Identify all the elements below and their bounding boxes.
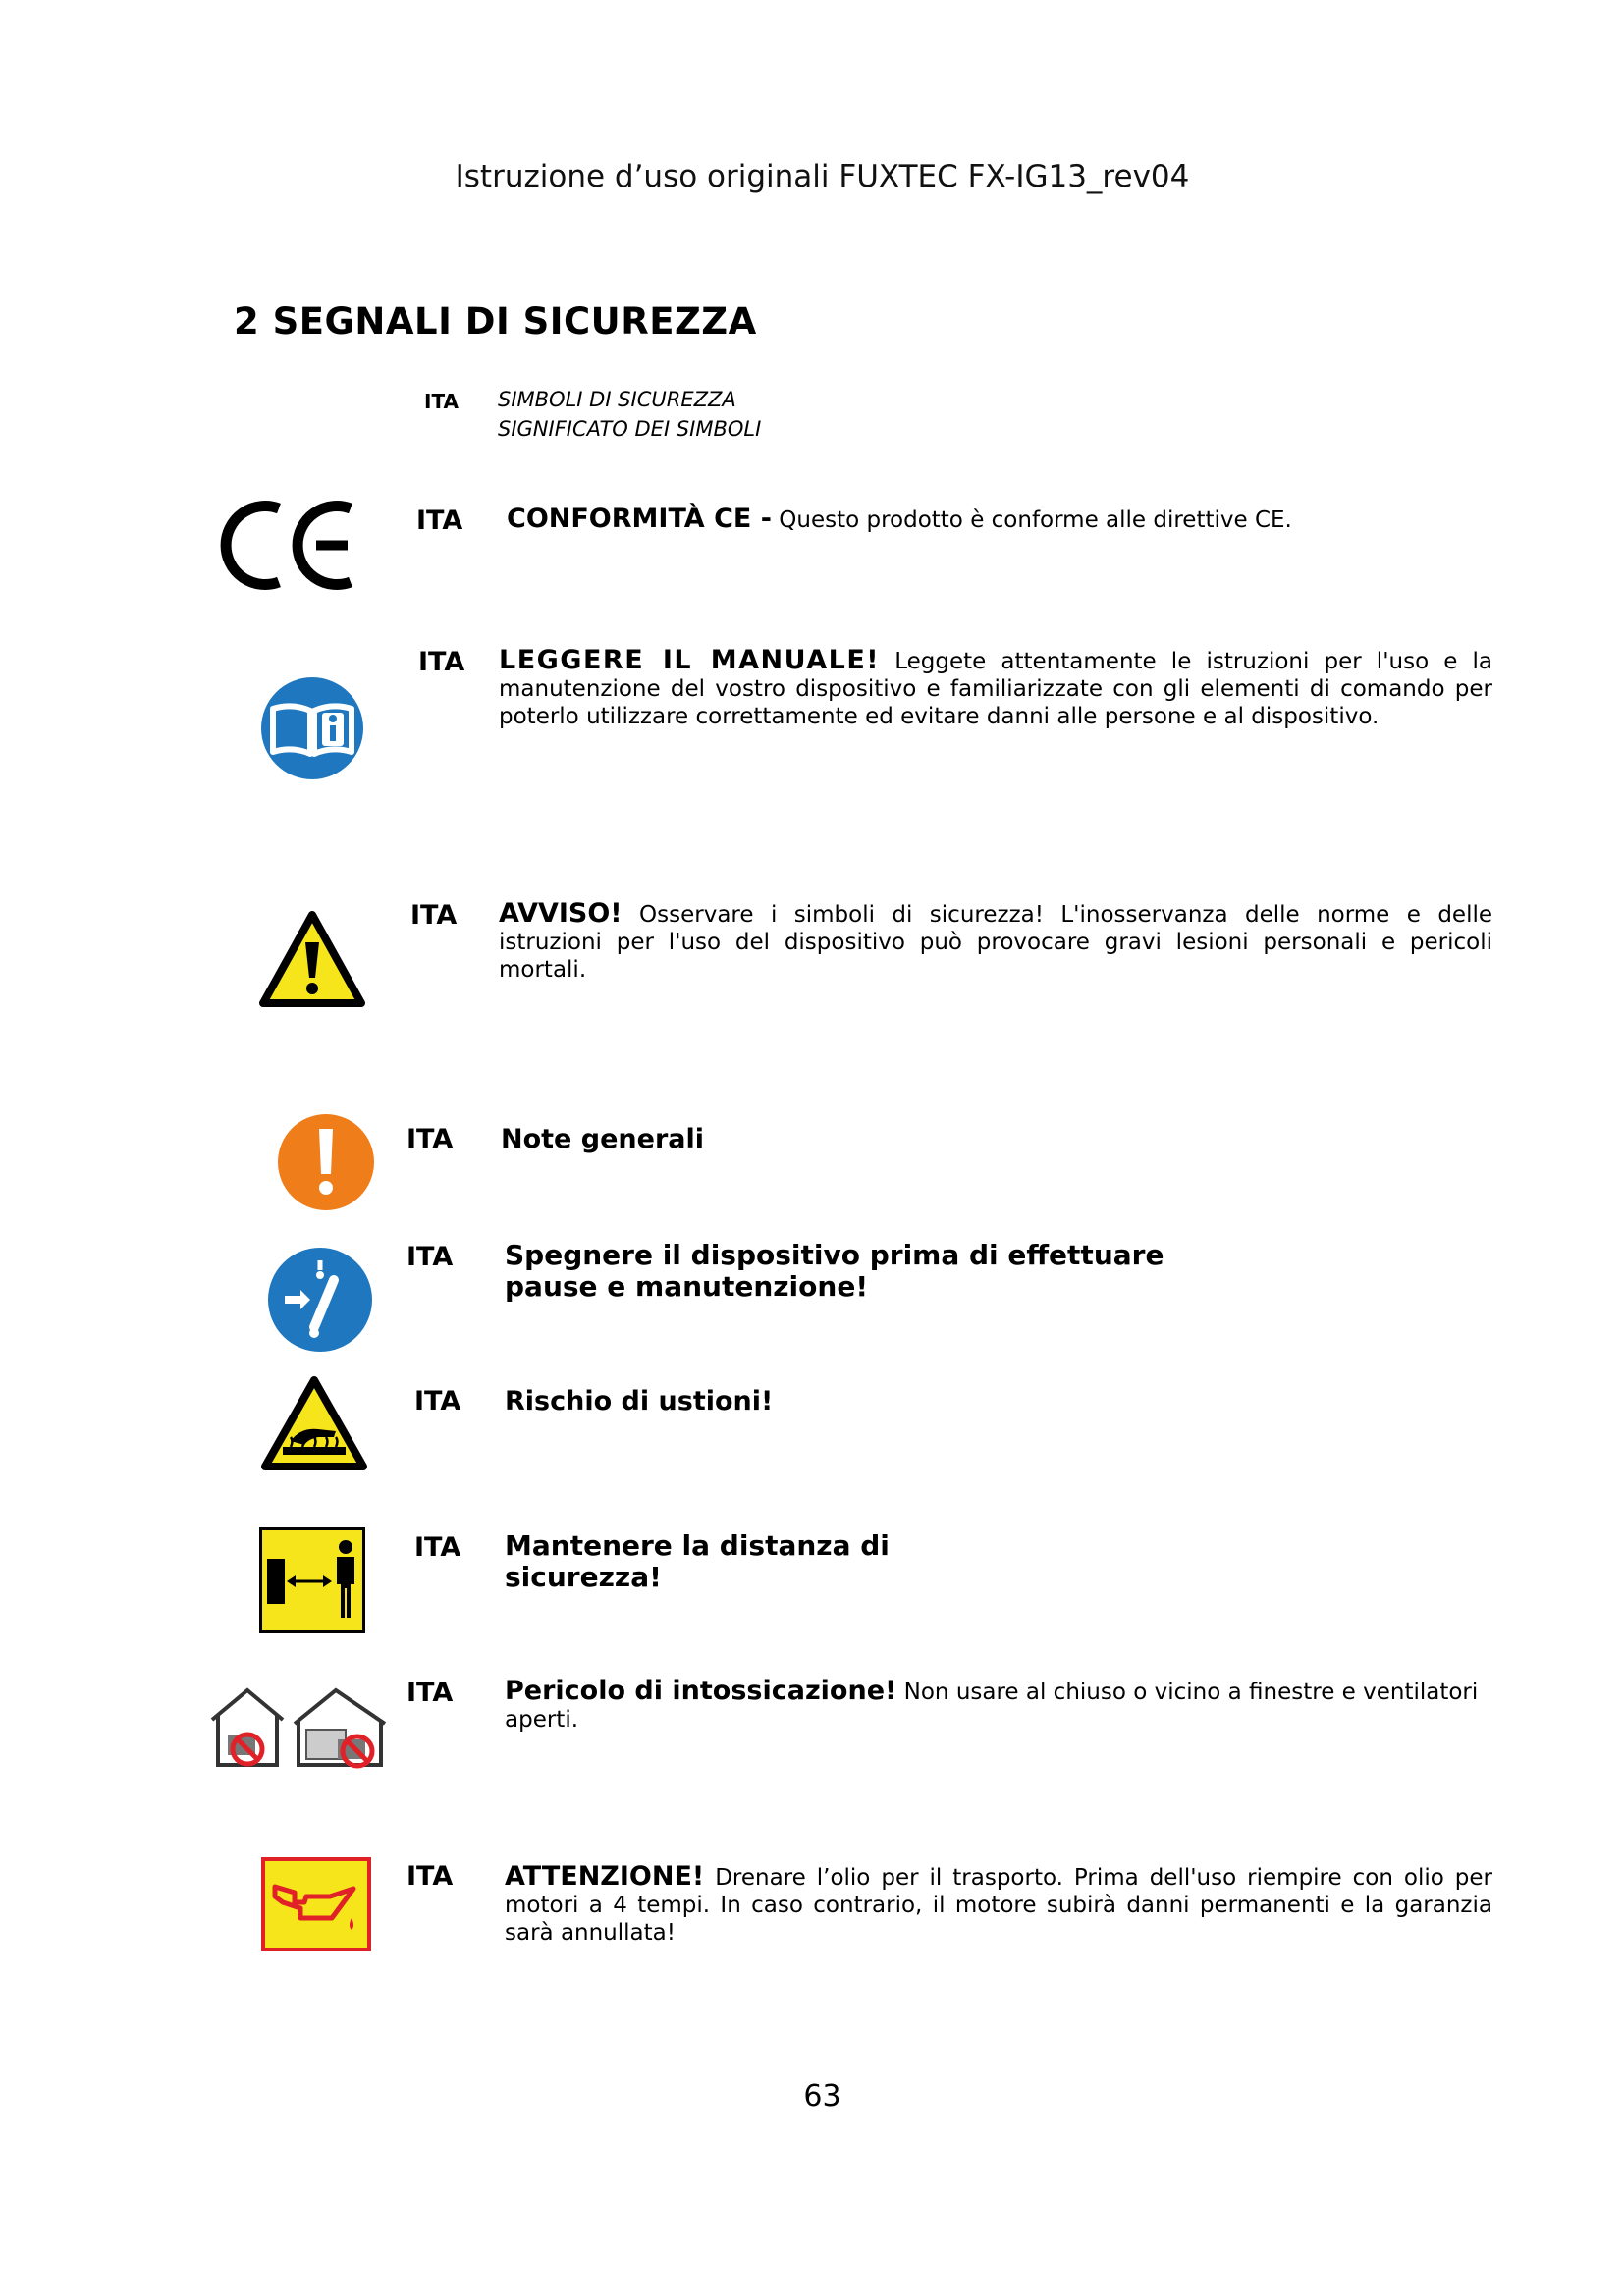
item-ce-text xyxy=(507,506,1292,534)
document-header: Istruzione d’uso originali FUXTEC FX-IG13_rev04 xyxy=(455,159,1190,194)
item-lang: ITA xyxy=(406,1242,454,1272)
section-title: 2 SEGNALI DI SICUREZZA xyxy=(234,300,757,343)
item-title: AVVISO! xyxy=(499,898,623,929)
item-title-line-1: Mantenere la distanza di xyxy=(505,1529,890,1562)
item-lang: ITA xyxy=(418,647,465,677)
item-title: Rischio di ustioni! xyxy=(505,1386,774,1416)
warning-triangle-icon xyxy=(259,911,365,1007)
read-manual-icon xyxy=(259,675,365,781)
item-warning-text xyxy=(499,900,1492,984)
safety-distance-icon xyxy=(259,1527,365,1633)
legend-line-2: SIGNIFICATO DEI SIMBOLI xyxy=(498,417,762,441)
oil-drain-icon xyxy=(261,1857,371,1951)
item-title-line-1: Spegnere il dispositivo prima di effettuare xyxy=(505,1239,1164,1271)
item-title: Pericolo di intossicazione! xyxy=(505,1676,897,1706)
item-oil-text xyxy=(505,1863,1492,1947)
item-intoxication-text xyxy=(505,1678,1496,1734)
ce-mark-icon xyxy=(228,499,360,592)
item-lang: ITA xyxy=(414,1532,461,1563)
item-description: Drenare l’olio per il trasporto. Prima dell'uso riempire con olio per motori a 4 tempi. In caso contrario, il motore subirà danni permanenti e la garanzia sarà annullata! xyxy=(505,1865,1492,1946)
item-distance-text xyxy=(505,1530,890,1593)
exclamation-circle-icon xyxy=(277,1113,375,1211)
no-indoor-use-icon xyxy=(208,1684,391,1773)
legend-lang: ITA xyxy=(424,390,460,413)
item-description: Osservare i simboli di sicurezza! L'inosservanza delle norme e delle istruzioni per l'uso del dispositivo può provocare gravi lesioni personali e pericoli mortali. xyxy=(499,902,1492,983)
item-description: Non usare al chiuso o vicino a finestre e ventilatori aperti. xyxy=(505,1680,1479,1733)
legend-line-1: SIMBOLI DI SICUREZZA xyxy=(498,388,736,411)
item-lang: ITA xyxy=(410,900,458,931)
item-title: CONFORMITÀ CE - xyxy=(507,504,772,534)
item-lang: ITA xyxy=(406,1678,454,1708)
item-lang: ITA xyxy=(406,1861,454,1892)
item-title: Note generali xyxy=(501,1124,704,1154)
item-title-line-2: pause e manutenzione! xyxy=(505,1270,869,1303)
switch-off-icon xyxy=(267,1247,373,1353)
item-manual-text xyxy=(499,647,1492,730)
item-lang: ITA xyxy=(414,1386,461,1416)
item-description: Leggete attentamente le istruzioni per l'uso e la manutenzione del vostro dispositivo e familiarizzate con gli elementi di comando per poterlo utilizzare correttamente ed evitare danni alle persone e al dispositivo. xyxy=(499,649,1493,729)
hot-surface-icon xyxy=(261,1376,367,1470)
item-lang: ITA xyxy=(406,1124,454,1154)
item-description: Questo prodotto è conforme alle direttive CE. xyxy=(771,507,1292,533)
item-title: LEGGERE IL MANUALE! xyxy=(499,645,881,675)
page-number: 63 xyxy=(803,2079,841,2113)
item-switch-off-text xyxy=(505,1240,1164,1303)
legend-text xyxy=(498,385,761,444)
item-lang: ITA xyxy=(416,506,463,536)
item-title-line-2: sicurezza! xyxy=(505,1561,662,1593)
item-title: ATTENZIONE! xyxy=(505,1861,705,1892)
